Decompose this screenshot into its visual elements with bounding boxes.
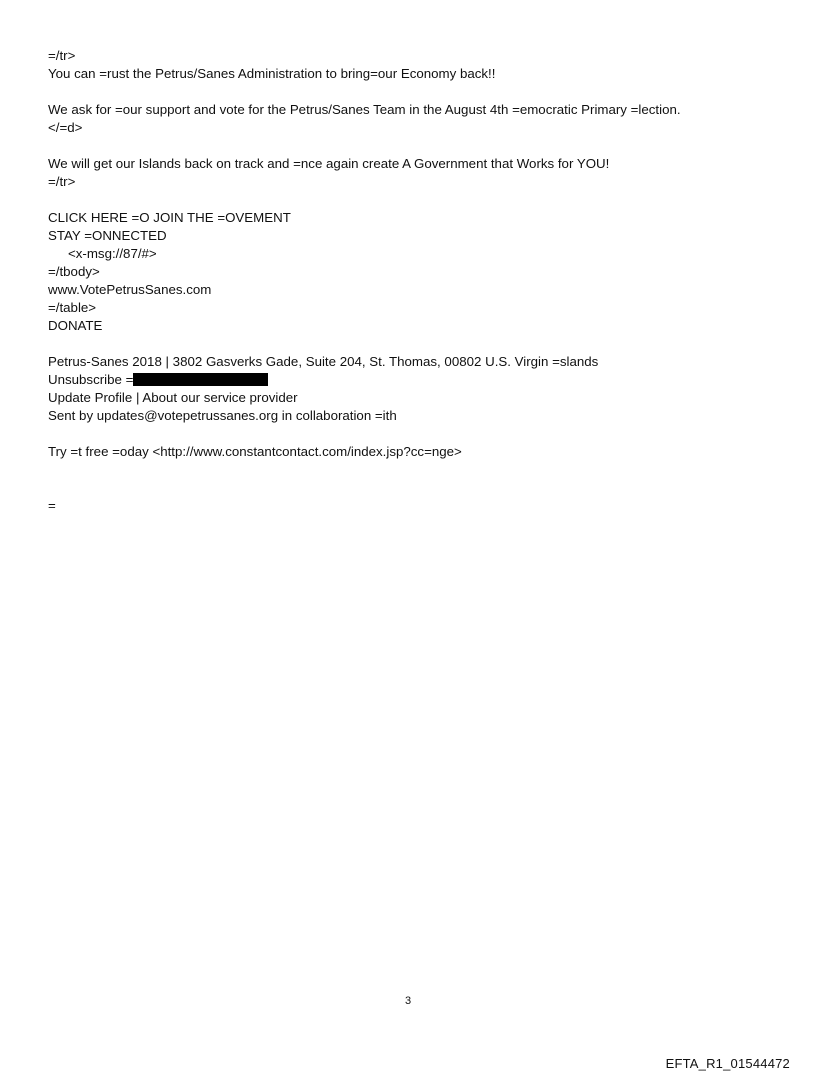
blank-line bbox=[48, 425, 788, 443]
join-movement-line: CLICK HERE =O JOIN THE =OVEMENT bbox=[48, 210, 291, 225]
td-close-line: </=d> bbox=[48, 120, 83, 135]
page-number: 3 bbox=[404, 995, 412, 1007]
email-body bbox=[48, 47, 788, 515]
blank-line bbox=[48, 335, 788, 353]
update-profile-line: Update Profile | About our service provider bbox=[48, 390, 298, 405]
x-msg-line: <x-msg://87/#> bbox=[68, 246, 157, 261]
blank-line bbox=[48, 191, 788, 209]
blank-line bbox=[48, 137, 788, 155]
blank-line bbox=[48, 461, 788, 479]
document-id: EFTA_R1_01544472 bbox=[665, 1056, 790, 1071]
track-line: We will get our Islands back on track and =nce again create A Government that Works for YOU! bbox=[48, 156, 610, 171]
unsubscribe-label: Unsubscribe = bbox=[48, 372, 134, 387]
try-free-line: Try =t free =oday <http://www.constantcontact.com/index.jsp?cc=nge> bbox=[48, 444, 462, 459]
unsubscribe-line bbox=[48, 371, 788, 389]
table-close-line: =/table> bbox=[48, 300, 97, 315]
footer-address-line: Petrus-Sanes 2018 | 3802 Gasverks Gade, Suite 204, St. Thomas, 00802 U.S. Virgin =slands bbox=[48, 354, 599, 369]
blank-line bbox=[48, 83, 788, 101]
donate-line: DONATE bbox=[48, 318, 103, 333]
sent-by-line: Sent by updates@votepetrussanes.org in collaboration =ith bbox=[48, 408, 397, 423]
tr-close-line-2: =/tr> bbox=[48, 174, 76, 189]
equals-line: = bbox=[48, 498, 56, 513]
stay-connected-line: STAY =ONNECTED bbox=[48, 228, 167, 243]
tbody-close-line: =/tbody> bbox=[48, 264, 100, 279]
redaction-bar bbox=[133, 373, 268, 386]
support-line: We ask for =our support and vote for the Petrus/Sanes Team in the August 4th =emocratic Primary =lection. bbox=[48, 102, 681, 117]
trust-line: You can =rust the Petrus/Sanes Administration to bring=our Economy back!! bbox=[48, 66, 496, 81]
tr-close-line: =/tr> bbox=[48, 48, 76, 63]
blank-line bbox=[48, 479, 788, 497]
website-line: www.VotePetrusSanes.com bbox=[48, 282, 212, 297]
